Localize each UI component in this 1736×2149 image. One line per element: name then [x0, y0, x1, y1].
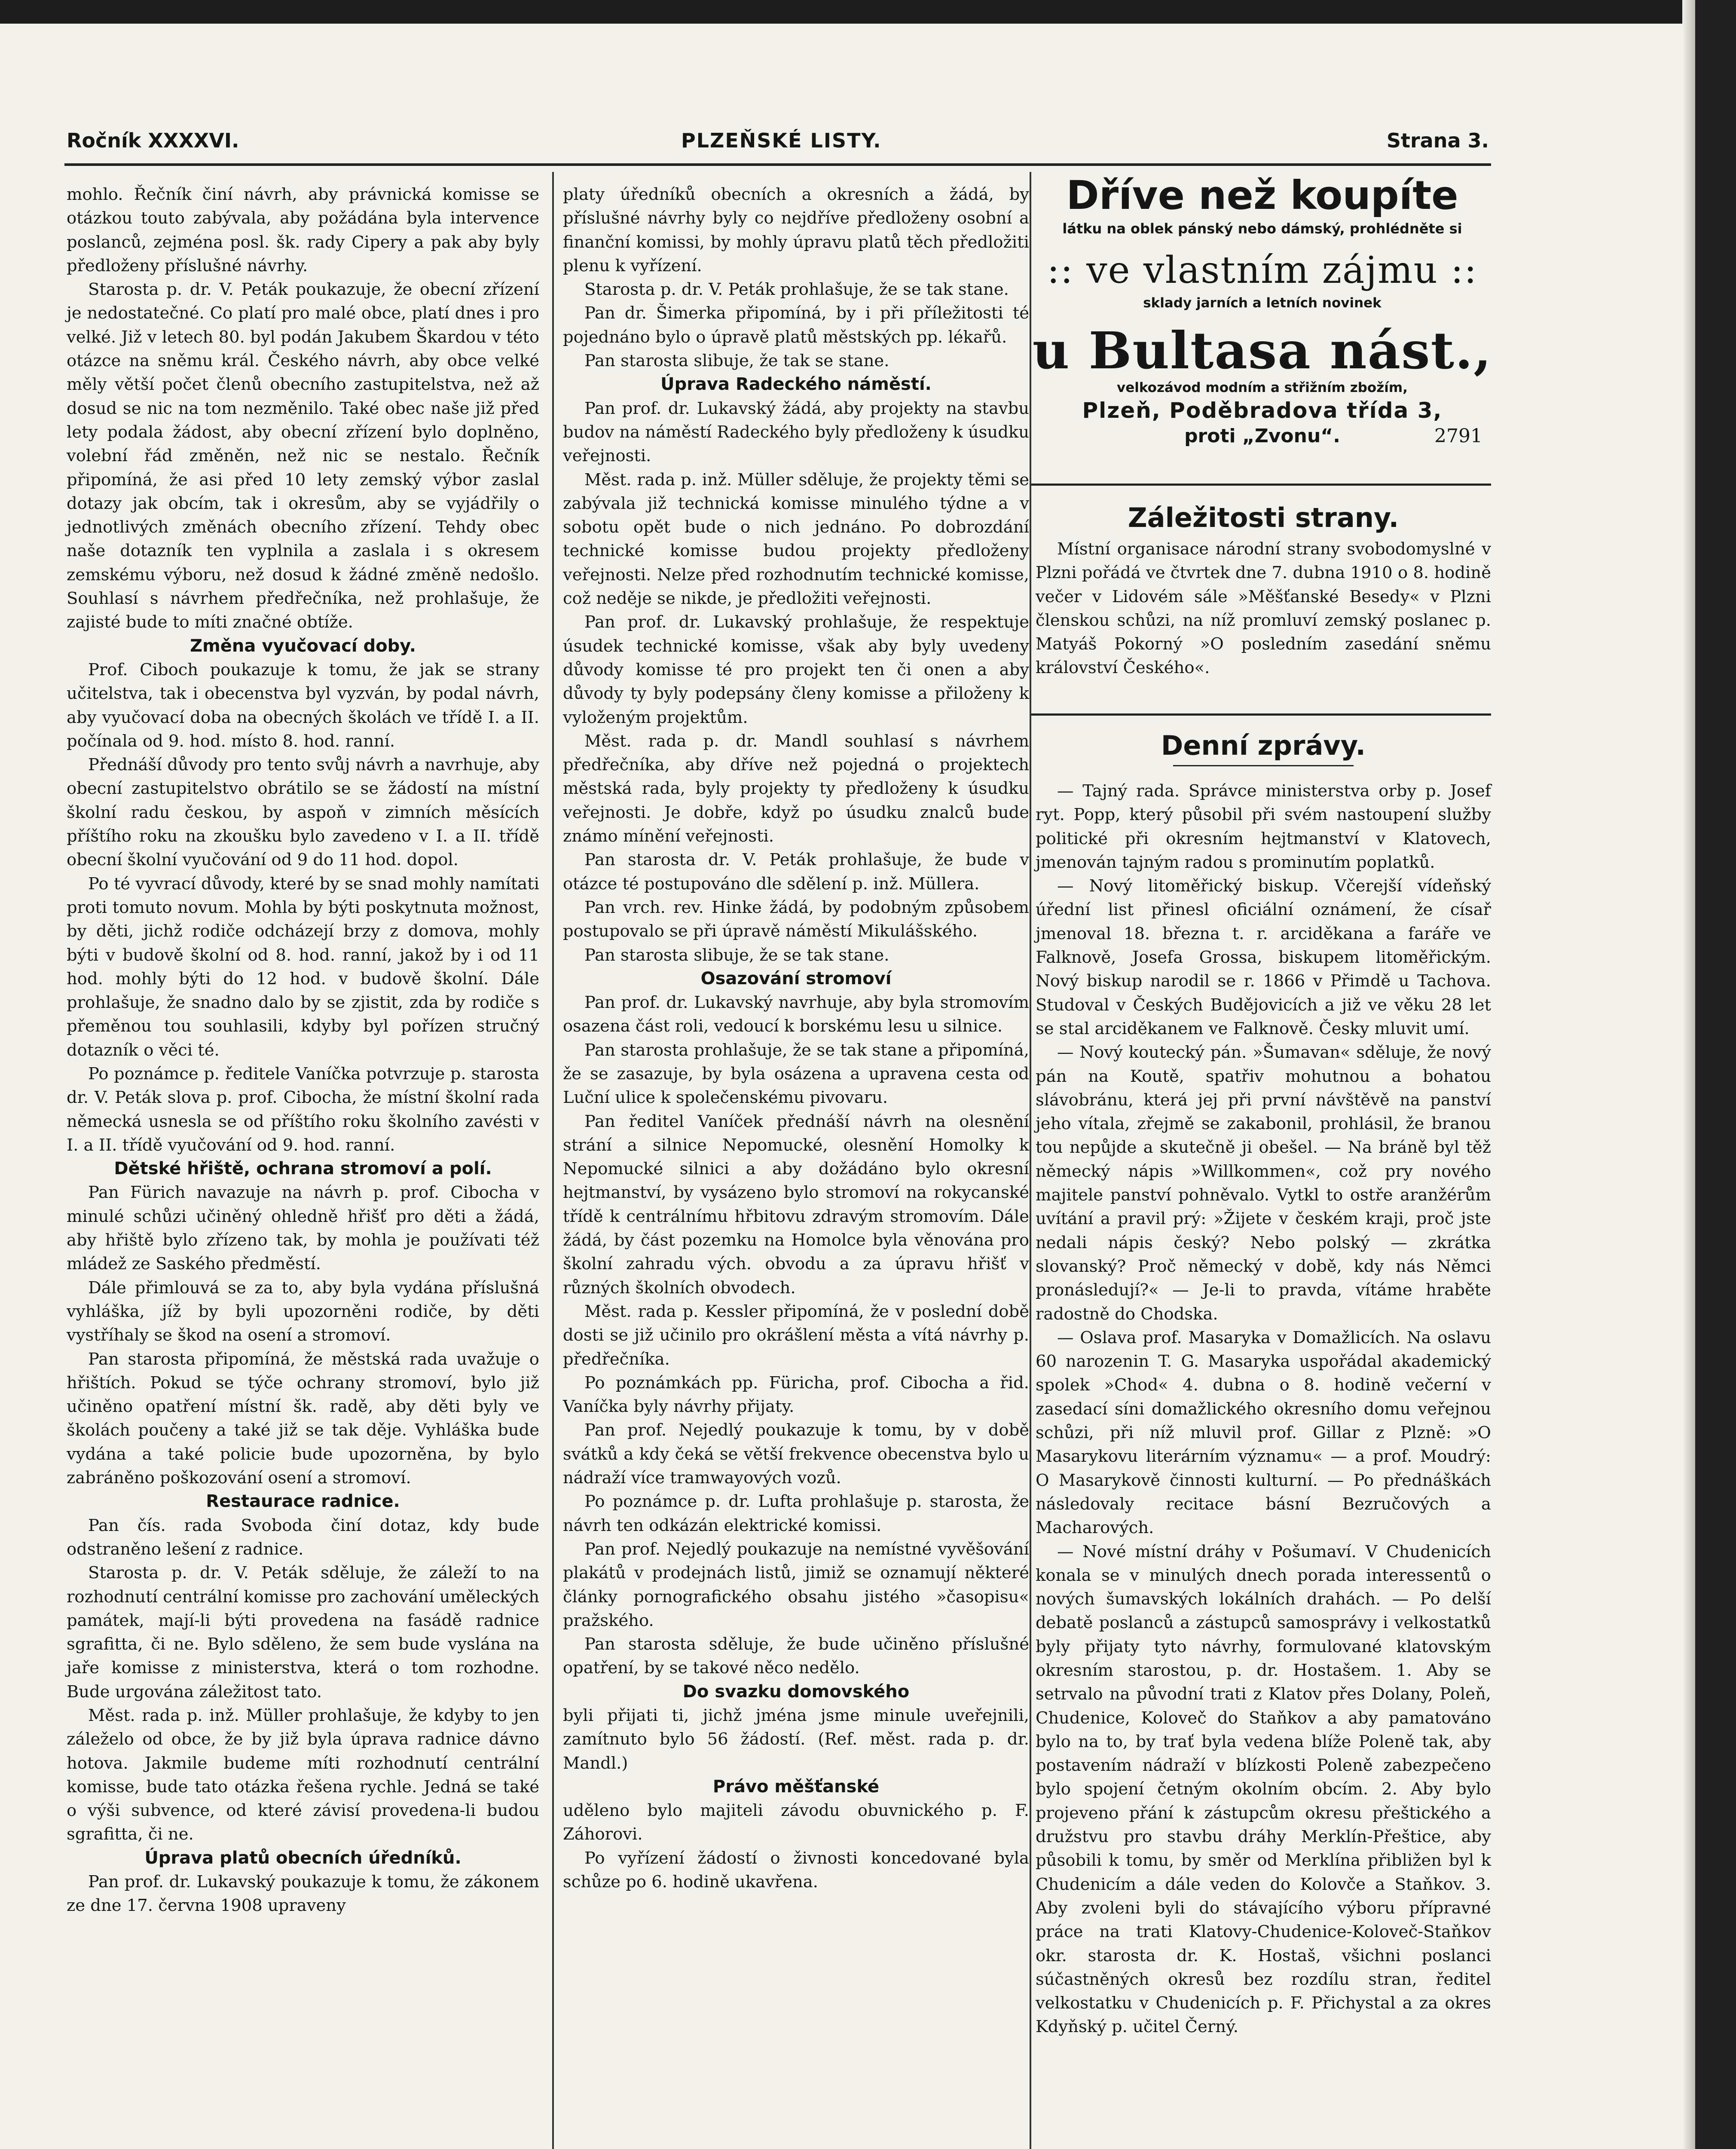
paragraph: uděleno bylo majiteli závodu obuvnického p. F. Záhorovi. [563, 1801, 1029, 1844]
paragraph: Po poznámkách pp. Füricha, prof. Cibocha a řid. Vaníčka byly návrhy přijaty. [563, 1373, 1029, 1417]
page-header [67, 125, 1489, 159]
ad-firm-name: u Bultasa nást., [1032, 321, 1492, 380]
paragraph: Pan čís. rada Svoboda činí dotaz, kdy bude odstraněno lešení z radnice. [67, 1515, 539, 1559]
paragraph: Prof. Ciboch poukazuje k tomu, že jak se strany učitelstva, tak i obecenstva byl vyzván, by podal návrh, aby vyučovací doba na obecných školách ve třídě I. a II. počínala od 9. hod. místo 8. hod. ranní. [67, 660, 539, 751]
ad-interest: :: ve vlastním zájmu :: [1047, 249, 1478, 292]
paragraph: Pan dr. Šimerka připomíná, by i při příležitosti té pojednáno bylo o úpravě platů městských pp. lékařů. [563, 303, 1029, 347]
newspaper-title: PLZEŇSKÉ LISTY. [681, 129, 882, 152]
paragraph: Starosta p. dr. V. Peták sděluje, že záleží to na rozhodnutí centrální komisse pro zachování uměleckých památek, mají-li býti provedena na fasádě radnice sgrafitta, či ne. Bylo sděleno, že sem bude vyslána na jaře komisse z ministerstva, která o tom rozhodne. Bude urgována záležitost tato. [67, 1563, 539, 1702]
paragraph: platy úředníků obecních a okresních a žádá, by příslušné návrhy byly co nejdříve předloženy osobní a finanční komissi, by mohly úpravu platů těch předložiti plenu k vyřízení. [563, 185, 1029, 276]
paragraph: — Nový litoměřický biskup. Včerejší vídeňský úřední list přinesl oficiální oznámení, že císař jmenoval 18. března t. r. arciděkana a faráře ve Falknově, Josefa Grossa, biskupem litoměřickým. Nový biskup narodil se r. 1866 v Přimdě u Tachova. Studoval v Českých Budějovicích a již ve věku 28 let se stal arciděkanem ve Falknově. Česky mluvit umí. [1036, 876, 1491, 1038]
ad-line-3: velkozávod modním a střižním zbožím, [1117, 380, 1408, 395]
section-heading: Restaurace radnice. [206, 1491, 400, 1512]
header-rule [64, 163, 1491, 166]
section-heading: Úprava Radeckého náměstí. [660, 374, 932, 395]
paragraph: Pan prof. Nejedlý poukazuje na nemístné vyvěšování plakátů v prodejnách listů, jimiž se oznamují některé články pornografického obsahu jistého »časopisu« pražského. [563, 1539, 1029, 1630]
paragraph: Starosta p. dr. V. Peták prohlašuje, že se tak stane. [584, 280, 1009, 300]
paragraph: — Nové místní dráhy v Pošumaví. V Chudenicích konala se v minulých dnech porada interessentů o nových šumavských lokálních drahách. — Po delší debatě poslanců a zástupců samosprávy i velkostatků byly přijaty tyto návrhy, formulované klatovským okresním starostou, p. dr. Hostašem. 1. Aby se setrvalo na původní trati z Klatov přes Dolany, Poleň, Chudenice, Kolovеč do Staňkov a aby pamatováno bylo na to, by trať byla vedena blíže Poleně tak, aby postavením nádraží v blízkosti Poleně zabezpečeno bylo spojení četným okolním obcím. 2. Aby bylo projeveno přání k zástupcům okresu přeštického a družstvu pro stavbu dráhy Merklín-Přeštice, aby působili k tomu, by směr od Merklína přibližen byl k Chudenicím a dále veden do Kolovče a Staňkov. 3. Aby zvoleni byli do stávajícího výboru přípravné práce na trati Klatovy-Chudenice-Kolovеč-Staňkov okr. starosta dr. K. Hostaš, všichni poslanci súčastněných okresů bez rozdílu stran, ředitel velkostatku v Chudenicích p. F. Přichystal a za okres Kdyňský p. učitel Černý. [1036, 1542, 1491, 2037]
section-rule [1031, 713, 1491, 716]
scan-edge-top [0, 0, 1736, 24]
column-divider-1 [552, 172, 554, 2149]
paragraph: Pan starosta prohlašuje, že se tak stane a připomíná, že se zasazuje, by byla osázena a upravena cesta od Luční ulice k společenskému pivovaru. [563, 1040, 1029, 1108]
paragraph: Měst. rada p. inž. Müller prohlašuje, že kdyby to jen záleželo od obce, že by již byla úprava radnice dávno hotova. Jakmile budeme míti rozhodnutí centrální komisse, bude tato otázka řešena rychle. Jedná se také o výši subvence, od které závisí provedena-li budou sgrafitta, či ne. [67, 1706, 539, 1844]
section-heading: Osazování stromoví [700, 968, 892, 989]
paragraph: Pan starosta slibuje, že se tak stane. [584, 945, 889, 965]
paragraph: Po té vyvrací důvody, které by se snad mohly namítati proti tomuto novum. Mohla by býti poskytnuta možnost, by děti, jichž rodiče odcházejí brzy z domova, mohly býti v budově školní od 8. hod. ranní, jakož by i od 11 hod. mohly býti do 12 hod. v budově školní. Dále prohlašuje, že snadno dalo by se zjistit, zda by rodiče s přeměnou tou souhlasili, kdyby byl pořízen stručný dotazník o věci té. [67, 874, 539, 1060]
advertisement-bultas [1031, 172, 1493, 503]
section-heading: Změna vyučovací doby. [190, 636, 416, 656]
paragraph: Měst. rada p. Kessler připomíná, že v poslední době dosti se již učinilo pro okrášlení města a vítá návrhy p. předřečníka. [563, 1301, 1029, 1369]
scan-shadow-right [1682, 0, 1695, 2149]
paragraph: Přednáší důvody pro tento svůj návrh a navrhuje, aby obecní zastupitelstvo obrátilo se se žádostí na místní školní radu českou, by aspoň v zimních měsících příštího roku na zkoušku bylo zavedeno v I. a II. třídě obecní školní vyučování od 9 do 11 hod. dopol. [67, 755, 539, 870]
ad-line-2: sklady jarních a letních novinek [1143, 295, 1381, 311]
daily-news-title: Denní zprávy. [1161, 730, 1366, 761]
paragraph: Pan vrch. rev. Hinke žádá, by podobným způsobem postupovalo se při úpravě náměstí Mikulášského. [563, 897, 1029, 941]
scan-edge-right [1695, 0, 1736, 2149]
ad-proti-text: proti „Zvonu“. [1184, 425, 1340, 447]
column-2 [563, 183, 1029, 1894]
paragraph: Pan prof. dr. Lukavský žádá, aby projekty na stavbu budov na náměstí Radeckého byly předloženy k úsudku veřejnosti. [563, 398, 1029, 466]
section-heading: Úprava platů obecních úředníků. [144, 1848, 462, 1868]
paragraph: Dále přimlouvá se za to, aby byla vydána příslušná vyhláška, jíž by byli upozorněni rodiče, by děti vystříhaly se škod na osení a stromoví. [67, 1278, 539, 1345]
paragraph: Pan ředitel Vaníček přednáší návrh na olesnění strání a silnice Nepomucké, olesnění Homolky k Nepomucké silnici a aby dožádáno bylo okresní hejtmanství, by vysázeno bylo stromoví na rokycanské třídě k centrálnímu hřbitovu zdravým stromovím. Dále žádá, by část pozemku na Homolce byla věnována pro školní zahradu vých. obvodu a za úpravu hřišť v různých školních obvodech. [563, 1111, 1029, 1298]
paragraph: — Tajný rada. Správce ministerstva orby p. Josef ryt. Popp, který působil při svém nastoupení služby politické při okresním hejtmanství v Klatovech, jmenován tajným radou s prominutím poplatků. [1036, 781, 1491, 872]
paragraph: Měst. rada p. inž. Müller sděluje, že projekty těmi se zabývala již technická komisse minulého týdne a v sobotu opět bude o nich jednáno. Po dobrozdání technické komisse budou projekty předloženy veřejnosti. Nelze před rozhodnutím technické komisse, což neděje se nikde, je předložiti veřejnosti. [563, 470, 1029, 609]
paragraph: — Oslava prof. Masaryka v Domažlicích. Na oslavu 60 narozenin T. G. Masaryka uspořádal akademický spolek »Chod« 4. dubna o 8. hodině večerní v zasedací síni domažlického okresního domu veřejnou schůzi, při níž mluvil prof. Gillar z Plzně: »O Masarykovu literárním významu« — a prof. Moudrý: O Masarykově činnosti kulturní. — Po přednáškách následovaly recitace básní Bezručových a Macharových. [1036, 1328, 1491, 1538]
paragraph: Místní organisace národní strany svobodomyslné v Plzni pořádá ve čtvrtek dne 7. dubna 1910 o 8. hodině večer v Lidovém sále »Měšťanské Besedy« v Plzni členskou schůzi, na níž promluví zemský poslanec p. Matyáš Pokorný »O posledním zasedání sněmu království Českého«. [1036, 539, 1491, 678]
volume-label: Ročník XXXXVI. [67, 129, 239, 152]
paragraph: mohlo. Řečník činí návrh, aby právnická komisse se otázkou touto zabývala, aby požádána byla intervence poslanců, zejména posl. šk. rady Cipery a pak aby byly předloženy příslušné návrhy. [67, 185, 539, 276]
paragraph: Pan Fürich navazuje na návrh p. prof. Cibocha v minulé schůzi učiněný ohledně hřišť pro děti a žádá, aby hřiště bylo zřízeno tak, by mohla je používati též mládež ze Saského předměstí. [67, 1183, 539, 1274]
ad-number: 2791 [1434, 425, 1482, 447]
paragraph: — Nový koutecký pán. »Šumavan« sděluje, že nový pán na Koutě, spatřiv mohutnou a bohatou slávobránu, která jej při první návštěvě na panství jeho vítala, zřejmě se zakabonil, prohlásil, že branou tou nepůjde a skutečně ji obešel. — Na bráně byl těž německý nápis »Willkommen«, což pry nového majitele panství pohněvalo. Vytkl to ostře aranžérům uvítání a pravil prý: »Žijete v českém kraji, proč jste nedali nápis český? Nebo polský — zkrátka slovanský? Proč německý v době, kdy nás Němci pronásledují?« — Je-li to pravda, vítáme hraběte radostně do Chodska. [1036, 1043, 1491, 1324]
paragraph: Pan prof. dr. Lukavský navrhuje, aby byla stromovím osazena část roli, vedoucí k borskému lesu u silnice. [563, 993, 1029, 1036]
paragraph: Starosta p. dr. V. Peták poukazuje, že obecní zřízení je nedostatečné. Co platí pro malé obce, platí dnes i pro velké. Již v letech 80. byl podán Jakubem Škardou v této otázce na sněmu král. Českého návrh, aby obce velké měly větší počet členů obecního zastupitelstva, než až dosud se nic na tom nezměnilo. Také obec naše již před lety podala žádost, aby obecní zřízení bylo doplněno, volební řád změněn, než nic se nestalo. Řečník připomíná, že asi před 10 lety zemský výbor zaslal dotazy jak obcím, tak i okresům, aby se vyjádřily o jednotlivých změnách obecního zřízení. Tehdy obec naše dotazník ten vyplnila a zaslala i s okresem zemskému výboru, než dosud k žádné změně nedošlo. Souhlasí s návrhem předřečníka, než prohlašuje, že zajisté bude to míti značné obtíže. [67, 280, 540, 632]
paragraph: Pan starosta dr. V. Peták prohlašuje, že bude v otázce té postupováno dle sdělení p. inž. Müllera. [563, 850, 1029, 894]
column-1 [67, 183, 539, 1918]
ad-headline: Dříve než koupíte [1066, 172, 1458, 218]
ad-address: Plzeň, Poděbradova třída 3, [1082, 398, 1443, 423]
paragraph: Po poznámce p. dr. Lufta prohlašuje p. starosta, že návrh ten odkázán elektrické komissi. [563, 1492, 1029, 1535]
paragraph: byli přijati ti, jichž jména jsme minule uveřejnili, zamítnuto bylo 56 žádostí. (Ref. měst. rada p. dr. Mandl.) [563, 1706, 1029, 1773]
paragraph: Měst. rada p. dr. Mandl souhlasí s návrhem předřečníka, aby dříve než pojedná o projektech městská rada, byly projekty ty předloženy k úsudku veřejnosti. Je dobře, když po úsudku znalců bude známo mínění veřejnosti. [563, 731, 1029, 846]
ad-line-1: látku na oblek pánský nebo dámský, prohlédněte si [1062, 220, 1462, 237]
section-heading: Dětské hřiště, ochrana stromoví a polí. [114, 1159, 492, 1179]
paragraph: Po vyřízení žádostí o živnosti koncedované byla schůze po 6. hodině ukavřena. [563, 1848, 1029, 1892]
paragraph: Po poznámce p. ředitele Vaníčka potvrzuje p. starosta dr. V. Peták slova p. prof. Cibocha, že místní školní rada německá usnesla se od příštího roku školního zavésti v I. a II. třídě vyučování od 9. hod. ranní. [67, 1064, 539, 1155]
section-heading: Právo měšťanské [712, 1776, 880, 1797]
paragraph: Pan prof. Nejedlý poukazuje k tomu, by v době svátků a kdy čeká se větší frekvence obecenstva bylo u nádraží více tramwayových vozů. [563, 1420, 1029, 1488]
paragraph: Pan prof. dr. Lukavský poukazuje k tomu, že zákonem ze dne 17. června 1908 upraveny [67, 1872, 539, 1916]
section-title: Záležitosti strany. [1128, 502, 1399, 533]
paragraph: Pan starosta připomíná, že městská rada uvažuje o hřištích. Pokud se týče ochrany stromoví, bylo již učiněno opatření místní šk. radě, aby děti byly ve školách poučeny a také již se tak děje. Vyhláška bude vydána a také policie bude upozorněna, by bylo zabráněno poškozování osení a stromoví. [67, 1349, 539, 1488]
daily-news-underline [1173, 765, 1354, 766]
paragraph: Pan prof. dr. Lukavský prohlašuje, že respektuje úsudek technické komisse, však aby byly uvedeny důvody komisse té pro projekt ten či onen a aby důvody ty byly podepsány členy komisse a přiloženy k vyloženým projektům. [563, 612, 1029, 727]
ad-proti [1031, 424, 1493, 448]
paragraph: Pan starosta slibuje, že tak se stane. [584, 351, 889, 371]
paragraph: Pan starosta sděluje, že bude učiněno příslušné opatření, by se takové něco nedělo. [563, 1635, 1029, 1678]
section-heading: Do svazku domovského [682, 1681, 910, 1702]
ad-rule-bottom [1031, 484, 1491, 486]
page-number: Strana 3. [1386, 129, 1489, 152]
column-3-party [1036, 499, 1491, 680]
column-3-daily [1036, 726, 1491, 2039]
